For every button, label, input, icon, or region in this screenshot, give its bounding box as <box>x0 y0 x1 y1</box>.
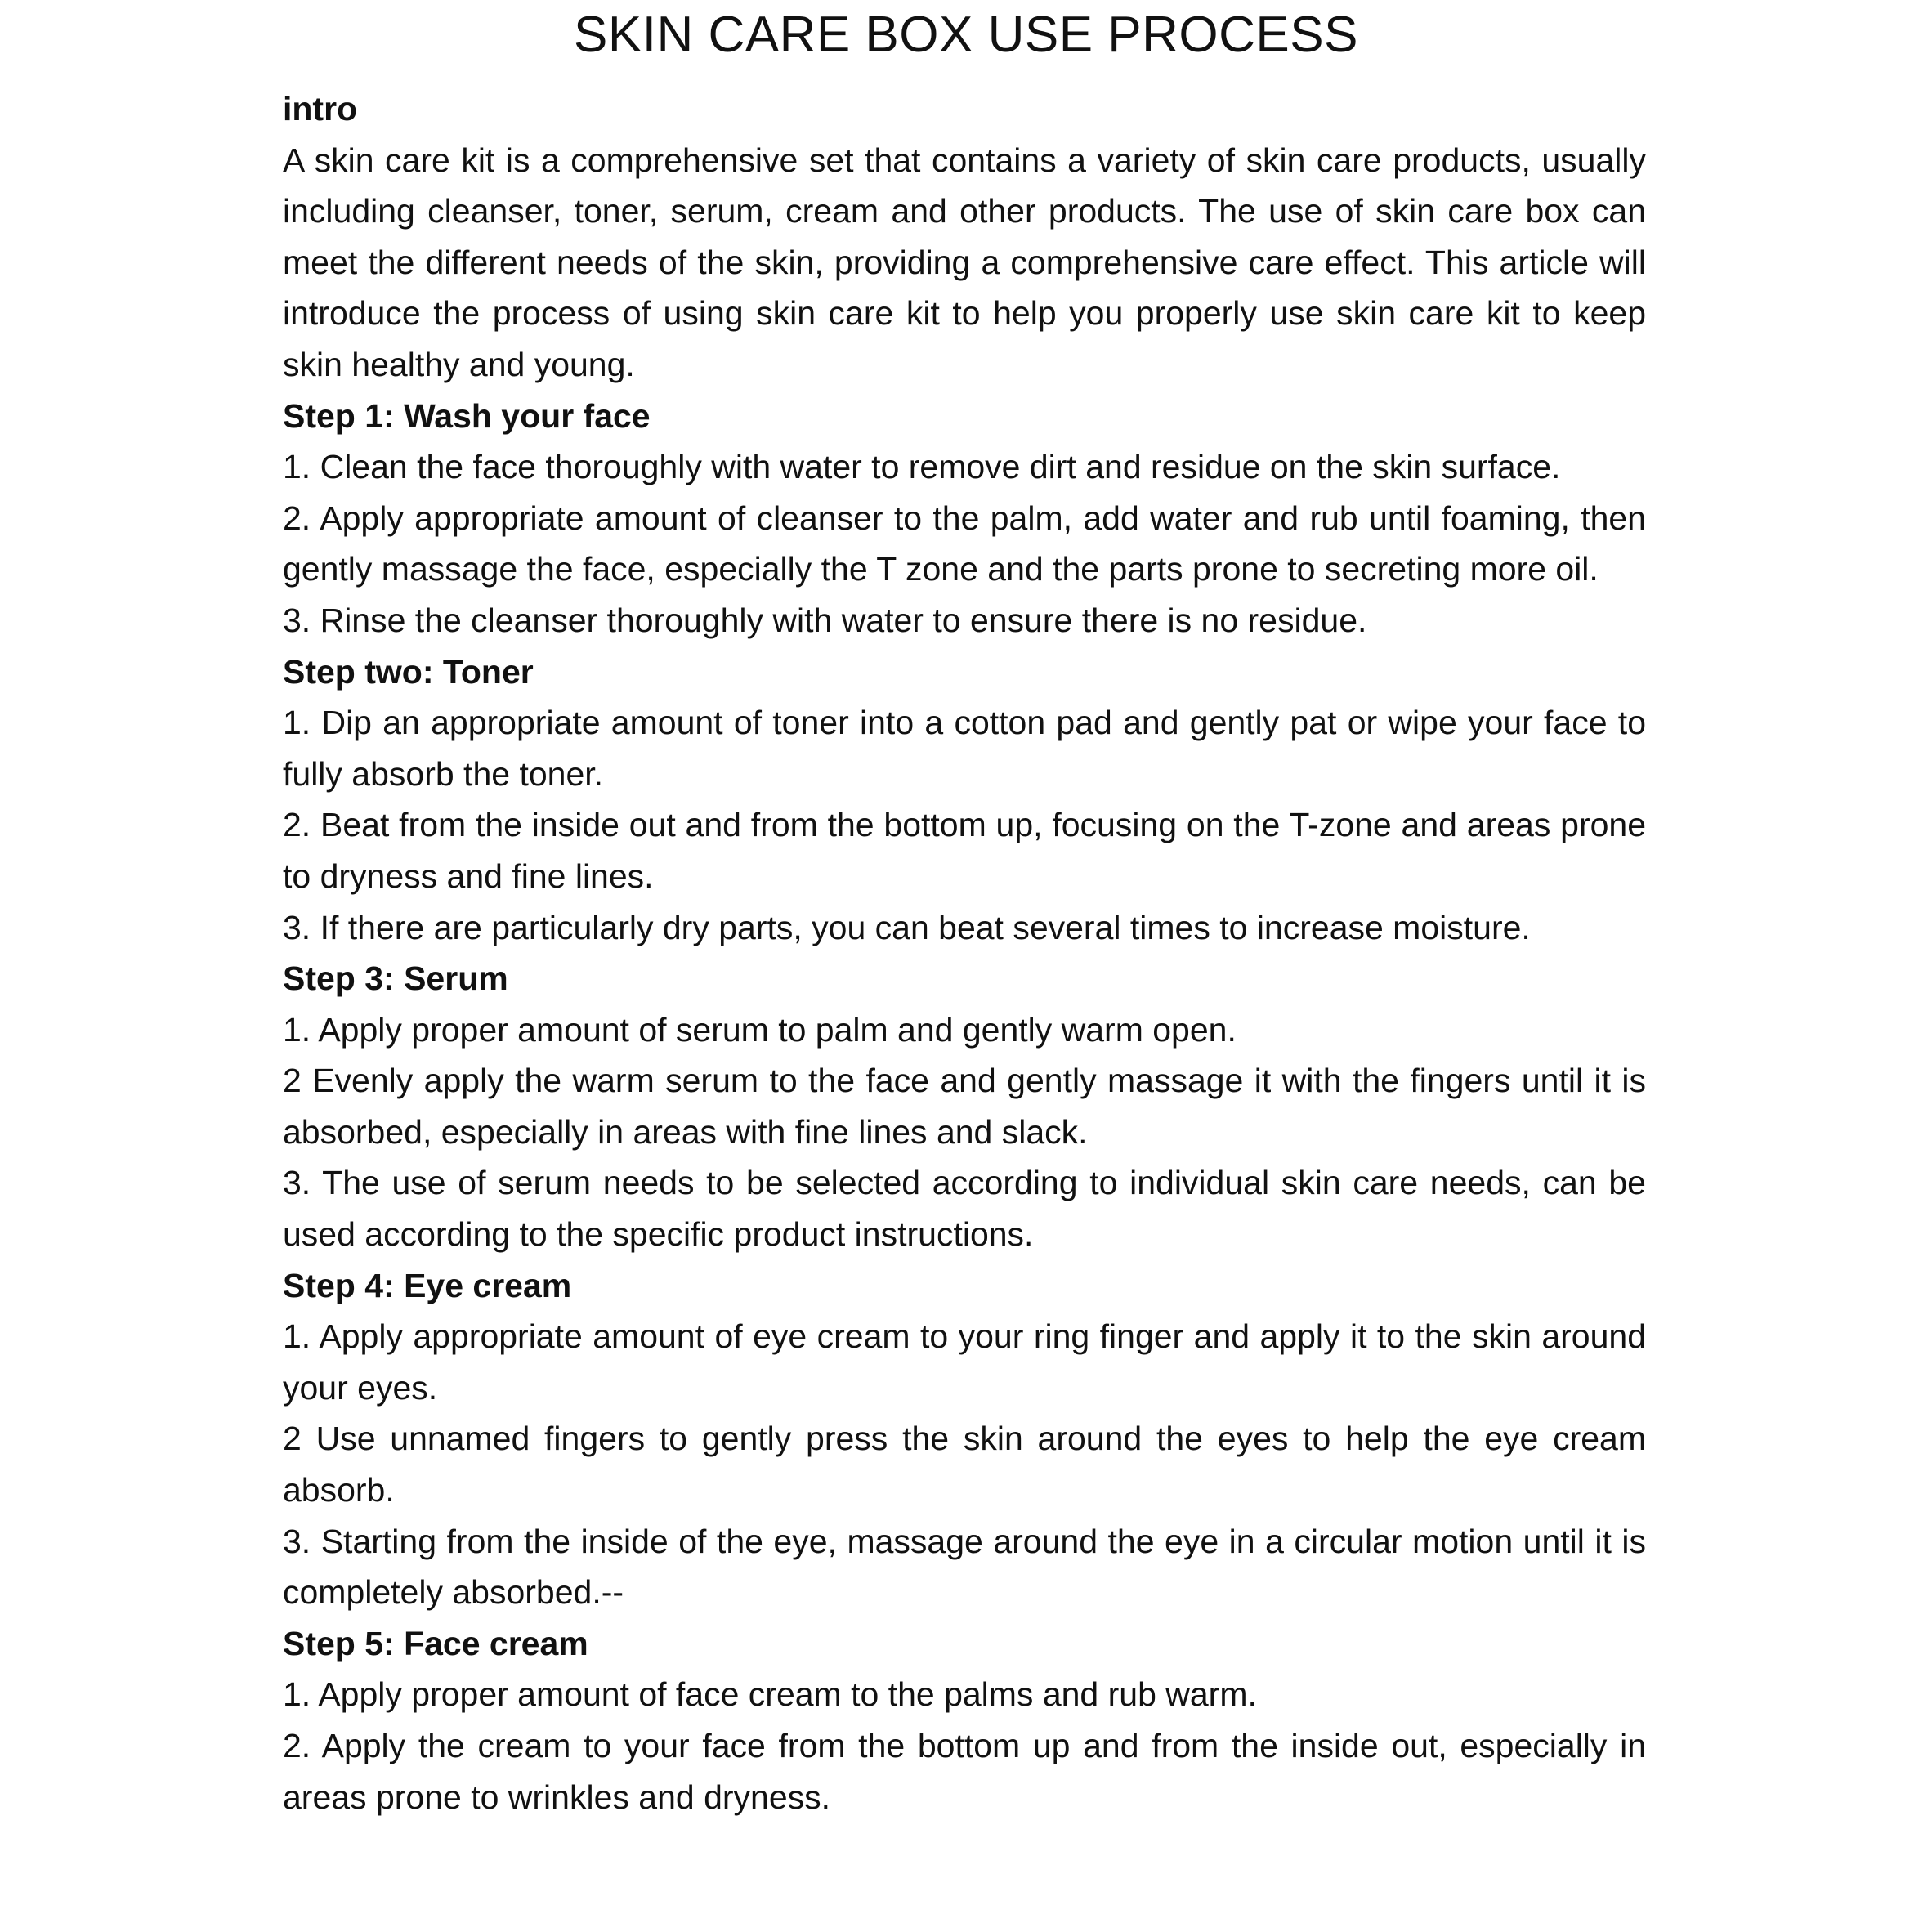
step-4-item-3: 3. Starting from the inside of the eye, massage around the eye in a circular motion until it is completely absorbed.-- <box>283 1522 1646 1612</box>
step-2-heading: Step two: Toner <box>283 652 534 691</box>
step-2-item-3: 3. If there are particularly dry parts, you can beat several times to increase moisture. <box>283 908 1531 946</box>
step-1-item-2: 2. Apply appropriate amount of cleanser to the palm, add water and rub until foaming, then gently massage the face, especially the T zone and the parts prone to secreting more oil. <box>283 499 1646 588</box>
step-5-section <box>283 1618 1646 1822</box>
step-1-item-1: 1. Clean the face thoroughly with water to remove dirt and residue on the skin surface. <box>283 448 1561 486</box>
intro-paragraph: A skin care kit is a comprehensive set that contains a variety of skin care products, usually including cleanser, toner, serum, cream and other products. The use of skin care box can meet the different needs of the skin, providing a comprehensive care effect. This article will introduce the process of using skin care kit to help you properly use skin care kit to keep skin healthy and young. <box>283 141 1646 383</box>
step-5-heading: Step 5: Face cream <box>283 1624 588 1662</box>
step-5-item-2: 2. Apply the cream to your face from the bottom up and from the inside out, especially in areas prone to wrinkles and dryness. <box>283 1727 1646 1816</box>
step-2-section <box>283 646 1646 954</box>
step-2-item-1: 1. Dip an appropriate amount of toner into a cotton pad and gently pat or wipe your face to fully absorb the toner. <box>283 704 1646 793</box>
page-title: SKIN CARE BOX USE PROCESS <box>574 7 1358 63</box>
step-3-item-1: 1. Apply proper amount of serum to palm and gently warm open. <box>283 1010 1237 1049</box>
intro-heading: intro <box>283 90 358 127</box>
step-4-item-2: 2 Use unnamed fingers to gently press the skin around the eyes to help the eye cream absorb. <box>283 1420 1646 1509</box>
step-3-item-3: 3. The use of serum needs to be selected according to individual skin care needs, can be used according to the specific product instructions. <box>283 1164 1646 1254</box>
step-3-heading: Step 3: Serum <box>283 959 508 998</box>
step-1-section <box>283 391 1646 646</box>
step-1-heading: Step 1: Wash your face <box>283 396 651 435</box>
step-5-item-1: 1. Apply proper amount of face cream to the palms and rub warm. <box>283 1675 1257 1714</box>
step-3-item-2: 2 Evenly apply the warm serum to the face and gently massage it with the fingers until it is absorbed, especially in areas with fine lines and slack. <box>283 1062 1646 1151</box>
step-4-item-1: 1. Apply appropriate amount of eye cream to your ring finger and apply it to the skin around your eyes. <box>283 1317 1646 1407</box>
step-2-item-2: 2. Beat from the inside out and from the bottom up, focusing on the T-zone and areas prone to dryness and fine lines. <box>283 806 1646 895</box>
step-3-section <box>283 953 1646 1260</box>
step-4-section <box>283 1260 1646 1618</box>
step-4-heading: Step 4: Eye cream <box>283 1266 572 1304</box>
document-body <box>283 83 1646 1822</box>
step-1-item-3: 3. Rinse the cleanser thoroughly with water to ensure there is no residue. <box>283 601 1367 639</box>
